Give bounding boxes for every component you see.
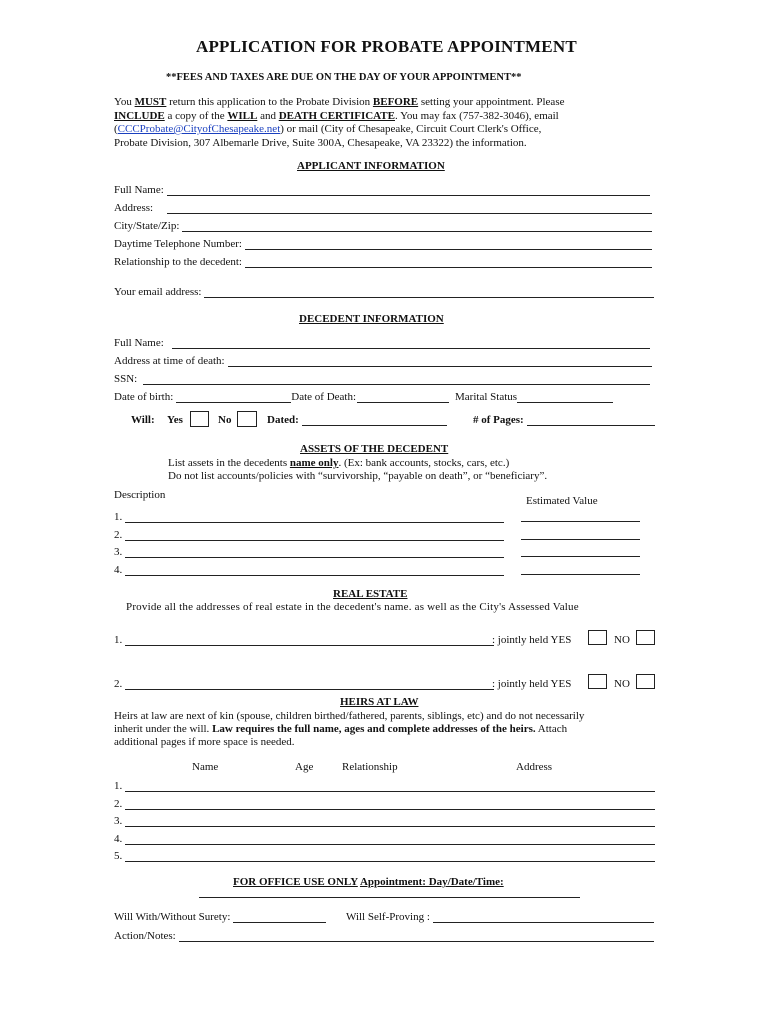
will-dated-field[interactable]: Dated: [267, 414, 447, 426]
dob-field[interactable] [176, 393, 291, 403]
email-link[interactable]: CCCProbate@CityofChesapeake.net [117, 123, 281, 135]
fees-notice: **FEES AND TAXES ARE DUE ON THE DAY OF YOUR APPOINTMENT** [166, 72, 522, 83]
heir-row[interactable]: 2. [114, 798, 655, 810]
asset-value-field[interactable] [521, 547, 640, 557]
decedent-heading: DECEDENT INFORMATION [299, 313, 444, 325]
asset-description-row[interactable]: 3. [114, 546, 504, 558]
asset-value-field[interactable] [521, 512, 640, 522]
applicant-city-state-zip-field[interactable]: City/State/Zip: [114, 220, 652, 232]
asset-description-row[interactable]: 4. [114, 564, 504, 576]
dod-label: Date of Death: [291, 391, 357, 403]
jointly-held-no-checkbox[interactable] [636, 630, 655, 645]
action-notes-field[interactable]: Action/Notes: [114, 930, 654, 942]
decedent-ssn-field[interactable]: SSN: [114, 373, 650, 385]
heir-row[interactable]: 4. [114, 833, 655, 845]
self-proving-field[interactable]: Will Self-Proving : [346, 911, 654, 923]
intro-paragraph: You MUST return this application to the Probate Division BEFORE setting your appointment. Please INCLUDE a copy of the WILL and DEATH CERTIFICATE. You may fax (757-382-3046), email (CCCProbate@CityofChesapeake.net) or mail (City of Chesapeake, Circuit Court Clerk's Office, Probate Division, 307 Albemarle Drive, Suite 300A, Chesapeake, VA 23322) the information. [114, 96, 565, 149]
page-title: APPLICATION FOR PROBATE APPOINTMENT [196, 37, 577, 56]
heir-row[interactable]: 3. [114, 815, 655, 827]
heirs-col-name: Name [192, 761, 219, 773]
will-yes-label: Yes [167, 414, 183, 426]
heir-row[interactable]: 5. [114, 850, 655, 862]
heir-row[interactable]: 1. [114, 780, 655, 792]
dod-field[interactable] [357, 393, 449, 403]
jointly-held-yes-label: : jointly held YES [492, 678, 572, 690]
assets-heading: ASSETS OF THE DECEDENT [300, 443, 449, 455]
real-estate-address-row[interactable]: 1. [114, 634, 494, 646]
office-heading-row: FOR OFFICE USE ONLY Appointment: Day/Date/Time: [233, 876, 504, 888]
jointly-held-no-checkbox[interactable] [636, 674, 655, 689]
applicant-email-field[interactable]: Your email address: [114, 286, 654, 298]
will-no-label: No [218, 414, 232, 426]
assets-instruction-2: Do not list accounts/policies with “survivorship, “payable on death”, or “beneficiary”. [168, 470, 548, 482]
jointly-held-yes-checkbox[interactable] [588, 674, 607, 689]
jointly-held-yes-label: : jointly held YES [492, 634, 572, 646]
decedent-dates-row [114, 391, 650, 403]
assets-description-header: Description [114, 489, 166, 501]
asset-value-field[interactable] [521, 530, 640, 540]
real-estate-address-row[interactable]: 2. [114, 678, 494, 690]
assets-instruction-1: List assets in the decedents name only. (Ex: bank accounts, stocks, cars, etc.) [168, 457, 510, 469]
will-no-checkbox[interactable] [237, 411, 257, 427]
jointly-held-yes-checkbox[interactable] [588, 630, 607, 645]
marital-label: Marital Status [455, 391, 518, 403]
decedent-address-field[interactable]: Address at time of death: [114, 355, 652, 367]
asset-value-field[interactable] [521, 565, 640, 575]
applicant-relationship-field[interactable]: Relationship to the decedent: [114, 256, 652, 268]
heirs-paragraph: Heirs at law are next of kin (spouse, children birthed/fathered, parents, siblings, etc) and do not necessarily inherit under the will. Law requires the full name, ages and complete addresses of the heirs. Attach additional pages if more space is needed. [114, 710, 585, 748]
office-appointment-line[interactable] [199, 897, 580, 898]
applicant-full-name-field[interactable]: Full Name: [114, 184, 650, 196]
real-estate-instruction: Provide all the addresses of real estate in the decedent's name. as well as the City's Assessed Value [126, 601, 579, 613]
dob-label: Date of birth: [114, 391, 174, 403]
heirs-col-address: Address [516, 761, 553, 773]
jointly-held-no-label: NO [614, 678, 630, 690]
will-pages-field[interactable]: # of Pages: [473, 414, 655, 426]
applicant-address-field[interactable]: Address: [114, 202, 652, 214]
heirs-col-relationship: Relationship [342, 761, 398, 773]
surety-field[interactable]: Will With/Without Surety: [114, 911, 326, 923]
heirs-col-age: Age [295, 761, 314, 773]
applicant-heading: APPLICANT INFORMATION [297, 160, 445, 172]
will-label: Will: [131, 414, 155, 426]
asset-description-row[interactable]: 1. [114, 511, 504, 523]
assets-value-header: Estimated Value [526, 495, 598, 507]
marital-field[interactable] [517, 393, 613, 403]
real-estate-heading: REAL ESTATE [333, 588, 408, 600]
decedent-full-name-field[interactable]: Full Name: [114, 337, 650, 349]
asset-description-row[interactable]: 2. [114, 529, 504, 541]
will-yes-checkbox[interactable] [190, 411, 209, 427]
applicant-phone-field[interactable]: Daytime Telephone Number: [114, 238, 652, 250]
heirs-heading: HEIRS AT LAW [340, 696, 419, 708]
jointly-held-no-label: NO [614, 634, 630, 646]
